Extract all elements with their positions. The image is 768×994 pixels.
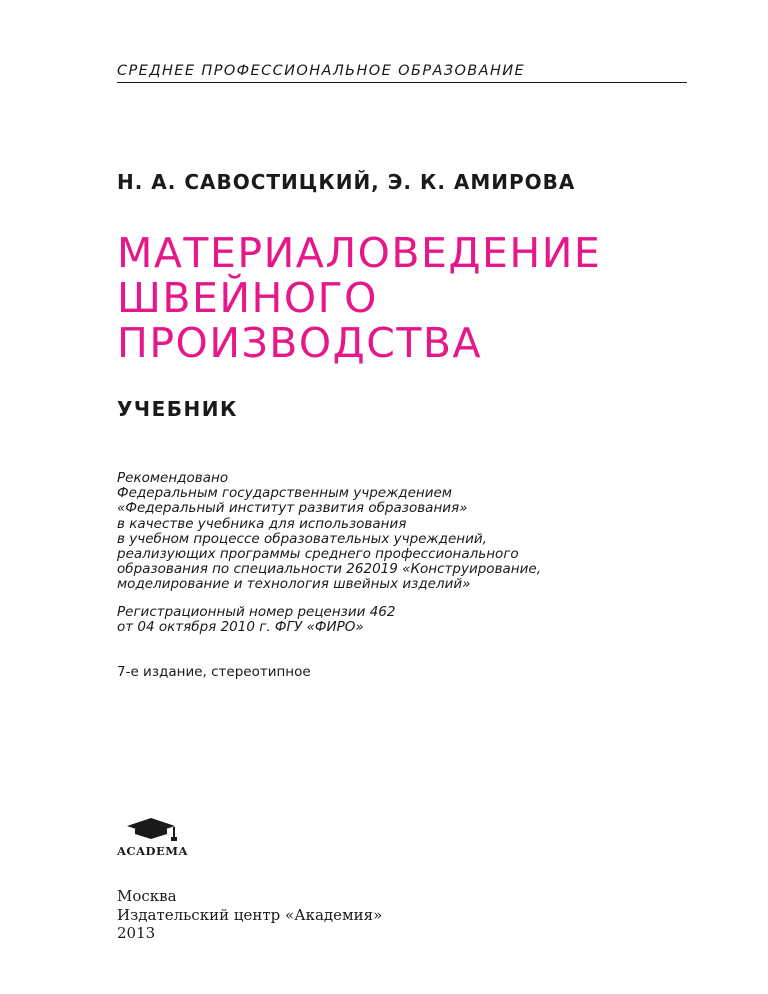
publisher-city: Москва — [117, 887, 177, 905]
recommendation-line: Рекомендовано — [117, 470, 229, 486]
title-line: ШВЕЙНОГО — [117, 274, 378, 322]
registration-line: от 04 октября 2010 г. ФГУ «ФИРО» — [117, 619, 364, 636]
recommendation-line: в учебном процессе образовательных учреждений, — [117, 530, 487, 547]
book-title — [117, 231, 601, 366]
edition-info: 7-е издание, стереотипное — [117, 664, 311, 680]
recommendation-line: Федеральным государственным учреждением — [117, 485, 452, 502]
recommendation-line: моделирование и технология швейных изделий» — [117, 576, 471, 593]
document-type: УЧЕБНИК — [117, 397, 238, 421]
series-divider — [117, 82, 687, 83]
recommendation-text — [117, 471, 541, 593]
publisher-name: Издательский центр «Академия» — [117, 905, 383, 924]
authors: Н. А. САВОСТИЦКИЙ, Э. К. АМИРОВА — [117, 170, 576, 194]
recommendation-line: «Федеральный институт развития образования» — [117, 500, 468, 517]
recommendation-line: в качестве учебника для использования — [117, 515, 407, 532]
recommendation-line: реализующих программы среднего профессионального — [117, 546, 519, 563]
registration-text — [117, 605, 395, 635]
publisher-info — [117, 887, 382, 943]
academia-logo-icon — [117, 817, 197, 861]
title-line: МАТЕРИАЛОВЕДЕНИЕ — [117, 229, 602, 277]
publication-year: 2013 — [117, 924, 156, 942]
recommendation-line: образования по специальности 262019 «Конструирование, — [117, 561, 541, 578]
logo-text: ACADEMA — [117, 844, 188, 858]
title-line: ПРОИЗВОДСТВА — [117, 319, 483, 367]
series-name: СРЕДНЕЕ ПРОФЕССИОНАЛЬНОЕ ОБРАЗОВАНИЕ — [117, 63, 526, 79]
registration-line: Регистрационный номер рецензии 462 — [117, 604, 396, 620]
